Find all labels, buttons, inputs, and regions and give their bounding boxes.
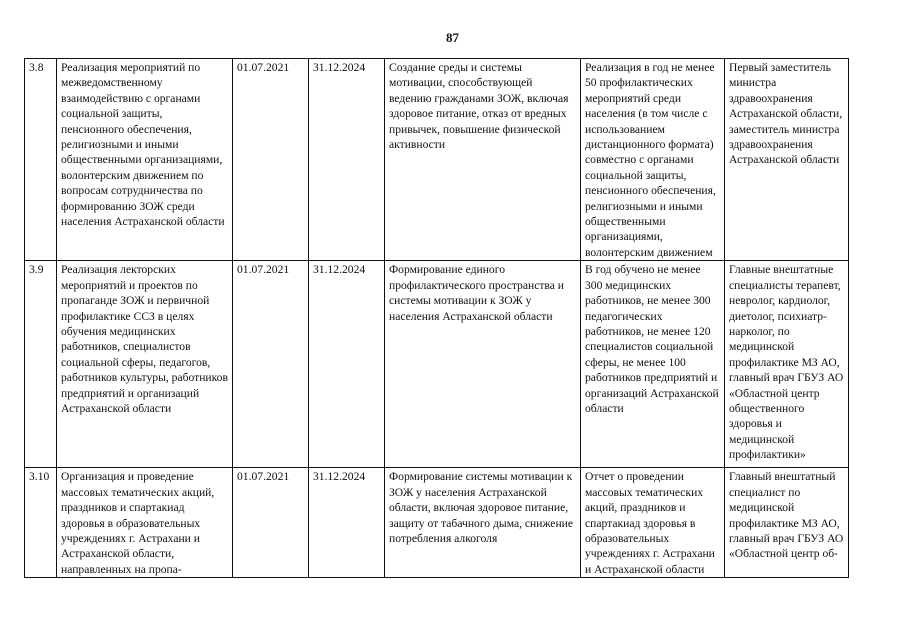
start-date: 01.07.2021 <box>233 59 309 261</box>
end-date: 31.12.2024 <box>309 261 385 468</box>
row-number: 3.8 <box>25 59 57 261</box>
responsible: Главные внештатные специалисты терапевт, невролог, кардиолог, диетолог, психиатр-нарколог, по медицинской профилактике МЗ АО, главный врач ГБУЗ АО «Областной центр общественного здоровья и медицинской профилактики» <box>725 261 849 468</box>
indicator: В год обучено не менее 300 медицинских работников, не менее 300 педагогических работников, не менее 120 специалистов социальной сферы, не менее 100 работников предприятий и организаций Астраханской области <box>581 261 725 468</box>
table-row <box>25 59 849 261</box>
measures-table <box>24 58 849 578</box>
row-number: 3.9 <box>25 261 57 468</box>
expected-result: Создание среды и системы мотивации, способствующей ведению гражданами ЗОЖ, включая здоровое питание, отказ от вредных привычек, повышение физической активности <box>385 59 581 261</box>
indicator: Реализация в год не менее 50 профилактических мероприятий среди населения (в том числе с использованием дистанционного формата) совместно с органами социальной защиты, пенсионного обеспечения, религиозными и иными общественными организациями, волонтерским движением <box>581 59 725 261</box>
start-date: 01.07.2021 <box>233 468 309 578</box>
responsible: Главный внештатный специалист по медицинской профилактике МЗ АО, главный врач ГБУЗ АО «Областной центр об- <box>725 468 849 578</box>
end-date: 31.12.2024 <box>309 59 385 261</box>
expected-result: Формирование системы мотивации к ЗОЖ у населения Астраханской области, включая здоровое питание, защиту от табачного дыма, снижение потребления алкоголя <box>385 468 581 578</box>
start-date: 01.07.2021 <box>233 261 309 468</box>
indicator: Отчет о проведении массовых тематических акций, праздников и спартакиад здоровья в образовательных учреждениях г. Астрахани и Астраханской области <box>581 468 725 578</box>
table-row <box>25 261 849 468</box>
event-description: Реализация лекторских мероприятий и проектов по пропаганде ЗОЖ и первичной профилактике ССЗ в целях обучения медицинских работников, специалистов социальной сферы, педагогов, работников культуры, работников предприятий и организаций Астраханской области <box>57 261 233 468</box>
page-number: 87 <box>446 30 459 45</box>
event-description: Реализация мероприятий по межведомственному взаимодействию с органами социальной защиты, пенсионного обеспечения, религиозными и иными общественными организациями, волонтерским движением по вопросам сотрудничества по формированию ЗОЖ среди населения Астраханской области <box>57 59 233 261</box>
responsible: Первый заместитель министра здравоохранения Астраханской области, заместитель министра здравоохранения Астраханской области <box>725 59 849 261</box>
end-date: 31.12.2024 <box>309 468 385 578</box>
row-number: 3.10 <box>25 468 57 578</box>
event-description: Организация и проведение массовых тематических акций, праздников и спартакиад здоровья в образовательных учреждениях г. Астрахани и Астраханской области, направленных на пропа- <box>57 468 233 578</box>
table-row <box>25 468 849 578</box>
expected-result: Формирование единого профилактического пространства и системы мотивации к ЗОЖ у населения Астраханской области <box>385 261 581 468</box>
